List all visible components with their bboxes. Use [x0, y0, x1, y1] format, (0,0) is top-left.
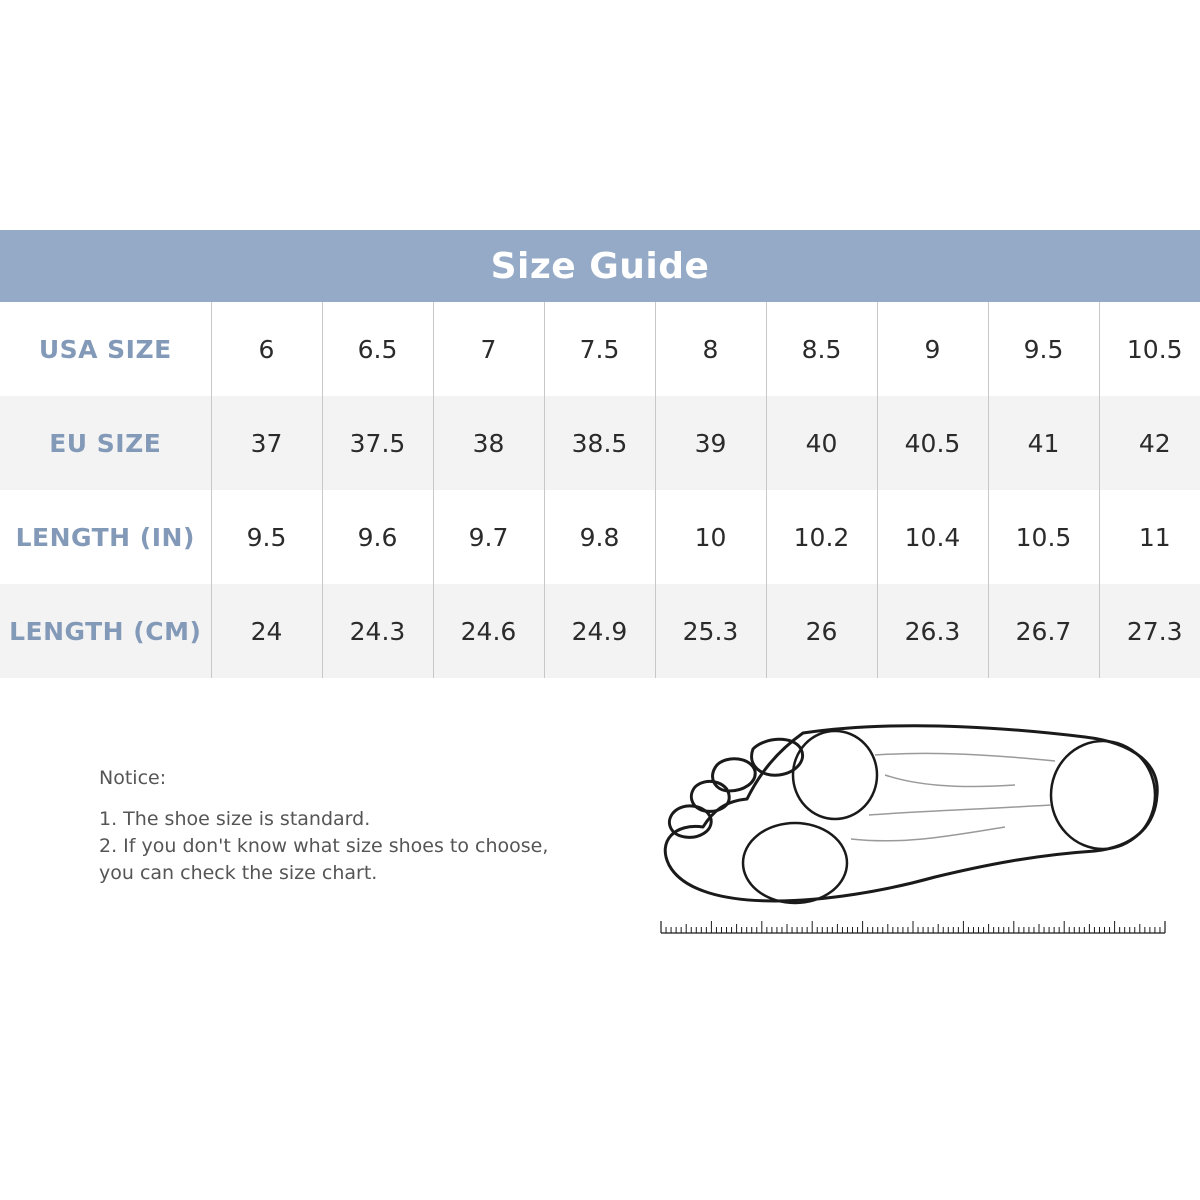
table-cell: 9.8 — [544, 490, 655, 584]
size-guide-header — [0, 230, 1200, 302]
table-cell: 41 — [988, 396, 1099, 490]
table-row-length-cm — [0, 584, 1200, 678]
table-cell: 11 — [1099, 490, 1200, 584]
table-cell: 10.5 — [1099, 302, 1200, 396]
table-cell: 24 — [211, 584, 322, 678]
table-cell: 9 — [877, 302, 988, 396]
table-cell: 40 — [766, 396, 877, 490]
notice-title: Notice: — [99, 767, 167, 789]
table-cell: 25.3 — [655, 584, 766, 678]
table-cell: 7 — [433, 302, 544, 396]
table-cell: 10.4 — [877, 490, 988, 584]
table-cell: 39 — [655, 396, 766, 490]
table-cell: 8.5 — [766, 302, 877, 396]
table-cell: 26 — [766, 584, 877, 678]
table-cell: 8 — [655, 302, 766, 396]
table-cell: 6.5 — [322, 302, 433, 396]
foot-illustration — [655, 715, 1175, 945]
table-cell: 10.2 — [766, 490, 877, 584]
table-row-length-in — [0, 490, 1200, 584]
row-label: USA SIZE — [38, 334, 172, 364]
table-cell: 24.6 — [433, 584, 544, 678]
table-cell: 26.3 — [877, 584, 988, 678]
table-cell: 6 — [211, 302, 322, 396]
table-cell: 38.5 — [544, 396, 655, 490]
notice-item: 2. If you don't know what size shoes to choose, — [99, 835, 549, 857]
row-label: EU SIZE — [0, 396, 211, 490]
table-cell: 27.3 — [1099, 584, 1200, 678]
table-cell: 9.7 — [433, 490, 544, 584]
page-title: Size Guide — [490, 245, 710, 287]
table-cell: 37 — [211, 396, 322, 490]
row-label: LENGTH (CM) — [0, 584, 211, 678]
notice-section — [99, 765, 619, 887]
notice-item: 1. The shoe size is standard. — [99, 808, 371, 830]
table-row-usa-size — [0, 302, 1200, 396]
table-cell: 7.5 — [544, 302, 655, 396]
notice-item: you can check the size chart. — [99, 862, 378, 884]
table-cell: 9.5 — [211, 490, 322, 584]
table-cell: 42 — [1099, 396, 1200, 490]
table-cell: 26.7 — [988, 584, 1099, 678]
table-cell: 10.5 — [988, 490, 1099, 584]
table-cell: 9.5 — [988, 302, 1099, 396]
table-cell: 40.5 — [877, 396, 988, 490]
table-cell: 10 — [655, 490, 766, 584]
table-cell: 38 — [433, 396, 544, 490]
table-cell: 37.5 — [322, 396, 433, 490]
size-table — [0, 302, 1200, 678]
table-cell: 9.6 — [322, 490, 433, 584]
table-cell: 24.3 — [322, 584, 433, 678]
foot-sole-icon — [655, 715, 1175, 945]
table-row-eu-size — [0, 396, 1200, 490]
row-label: LENGTH (IN) — [15, 522, 195, 552]
table-cell: 24.9 — [544, 584, 655, 678]
